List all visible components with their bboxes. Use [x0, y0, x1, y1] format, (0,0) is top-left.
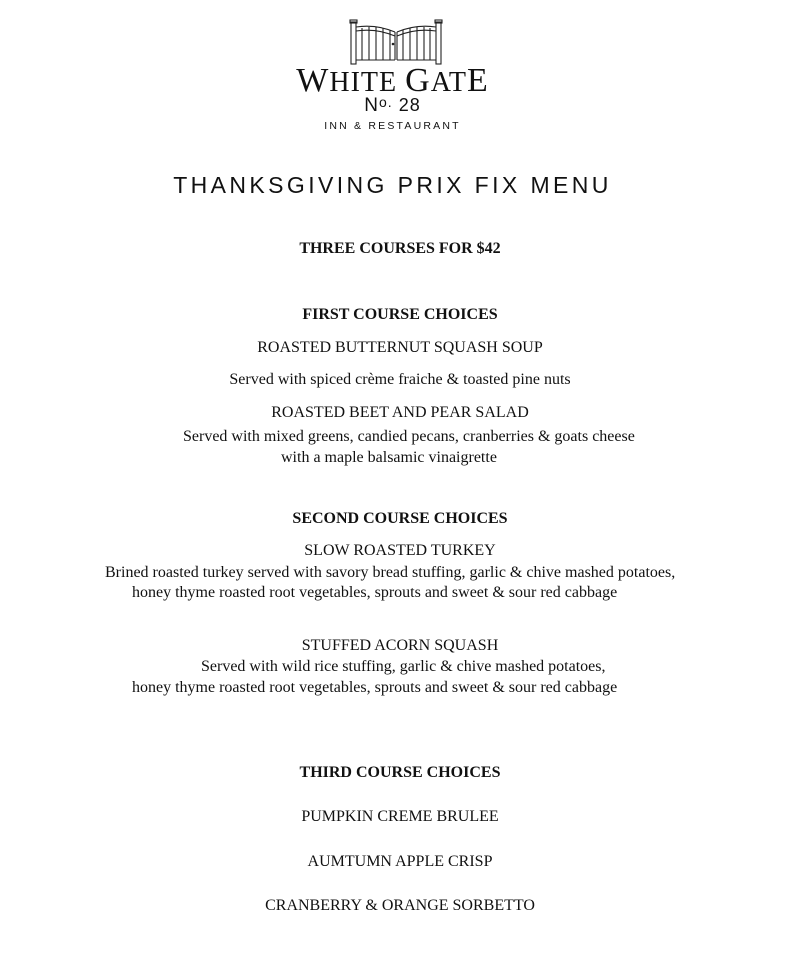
restaurant-number — [0, 94, 785, 117]
menu-item-description: Brined roasted turkey served with savory bread stuffing, garlic & chive mashed potatoes, — [105, 564, 676, 581]
menu-item-name: SLOW ROASTED TURKEY — [304, 542, 496, 559]
menu-item-description: Served with mixed greens, candied pecans, cranberries & goats cheese — [183, 428, 635, 445]
menu-item-description: with a maple balsamic vinaigrette — [281, 449, 497, 466]
logo-text: AT — [430, 67, 467, 98]
menu-item-name: PUMPKIN CREME BRULEE — [301, 808, 499, 825]
menu-item-name: ROASTED BEET AND PEAR SALAD — [271, 404, 529, 421]
number-value: 28 — [392, 95, 421, 115]
menu-item-name: ROASTED BUTTERNUT SQUASH SOUP — [257, 339, 543, 356]
menu-item-name: AUMTUMN APPLE CRISP — [307, 853, 493, 870]
first-course-heading: FIRST COURSE CHOICES — [302, 306, 498, 323]
number-prefix-superscript: o. — [379, 94, 393, 110]
menu-item-name: STUFFED ACORN SQUASH — [301, 637, 499, 654]
third-course-heading: THIRD COURSE CHOICES — [299, 764, 501, 781]
number-prefix: N — [364, 95, 379, 116]
menu-item-description: Served with spiced crème fraiche & toasted pine nuts — [229, 371, 571, 388]
logo-letter: W — [296, 62, 330, 99]
second-course-heading: SECOND COURSE CHOICES — [292, 510, 508, 527]
gate-icon — [348, 18, 444, 66]
menu-item-description: Served with wild rice stuffing, garlic & chive mashed potatoes, — [201, 658, 606, 675]
logo-letter: E — [466, 62, 489, 99]
menu-item-name: CRANBERRY & ORANGE SORBETTO — [265, 897, 535, 914]
restaurant-tagline: INN & RESTAURANT — [324, 120, 461, 132]
price-line: THREE COURSES FOR $42 — [299, 240, 501, 257]
menu-item-description: honey thyme roasted root vegetables, sprouts and sweet & sour red cabbage — [132, 679, 618, 696]
logo-text: HITE — [329, 67, 406, 98]
logo-letter: G — [405, 62, 431, 99]
menu-item-description: honey thyme roasted root vegetables, sprouts and sweet & sour red cabbage — [132, 584, 618, 601]
menu-title: THANKSGIVING PRIX FIX MENU — [173, 172, 612, 198]
